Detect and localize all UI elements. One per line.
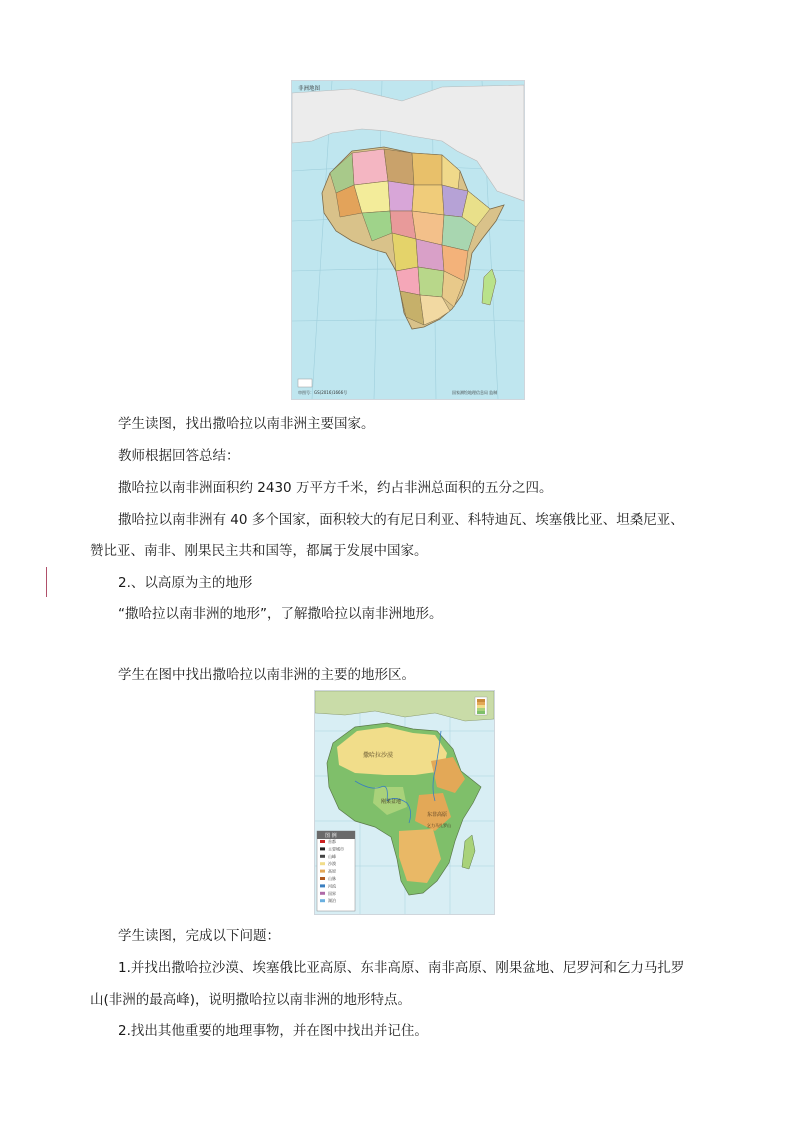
- legend-item-label: 国界: [328, 890, 336, 896]
- revision-mark: [46, 567, 47, 597]
- legend-item-label: 沙漠: [328, 861, 336, 867]
- legend-swatch: [320, 884, 325, 887]
- map1-title: 非洲地图: [298, 86, 321, 92]
- paragraph-questions-intro: 学生读图，完成以下问题：: [118, 928, 280, 944]
- legend-swatch: [320, 899, 325, 902]
- label-sahara: 撒哈拉沙漠: [363, 752, 394, 759]
- paragraph-terrain-intro: “撒哈拉以南非洲的地形”，了解撒哈拉以南非洲地形。: [118, 606, 443, 622]
- legend-item-label: 主要城市: [328, 846, 344, 852]
- elevation-scale: [475, 697, 487, 715]
- legend-swatch: [320, 862, 325, 865]
- africa-physical-map: [314, 690, 495, 915]
- legend-item-label: 河流: [328, 883, 336, 889]
- paragraph-countries-line2: 赞比亚、南非、刚果民主共和国等，都属于发展中国家。: [90, 543, 428, 559]
- legend-item-label: 高原: [328, 868, 336, 874]
- section-heading-terrain: 2.、以高原为主的地形: [118, 575, 253, 591]
- label-east-africa-plateau: 东非高原: [427, 812, 448, 818]
- paragraph-find-regions: 学生在图中找出撒哈拉以南非洲的主要的地形区。: [118, 667, 415, 683]
- africa-physical-map-graphic: [315, 691, 494, 914]
- paragraph-area: 撒哈拉以南非洲面积约 2430 万平方千米，约占非洲总面积的五分之四。: [118, 480, 553, 496]
- legend-item-label: 山脉: [328, 876, 336, 881]
- legend-swatch: [320, 870, 325, 873]
- legend-item-label: 山峰: [328, 853, 336, 859]
- map1-caption-right: 国家测绘地理信息局 监制: [452, 390, 498, 395]
- legend-swatch: [320, 877, 325, 880]
- legend-swatch: [320, 847, 325, 850]
- legend-swatch: [320, 892, 325, 895]
- legend-swatch: [320, 840, 325, 843]
- map1-caption-left: 审图号：GS(2016)1666号: [298, 390, 348, 395]
- question-2: 2.找出其他重要的地理事物，并在图中找出并记住。: [118, 1023, 428, 1039]
- legend-title: 图 例: [325, 833, 337, 839]
- africa-political-map: [291, 80, 525, 400]
- paragraph-countries-line1: 撒哈拉以南非洲有 40 多个国家，面积较大的有尼日利亚、科特迪瓦、埃塞俄比亚、坦桑尼亚、: [118, 512, 684, 528]
- paragraph-teacher-summary: 教师根据回答总结：: [118, 448, 240, 464]
- question-1-line1: 1.并找出撒哈拉沙漠、埃塞俄比亚高原、东非高原、南非高原、刚果盆地、尼罗河和乞力马扎罗: [118, 960, 685, 976]
- question-1-line2: 山(非洲的最高峰)，说明撒哈拉以南非洲的地形特点。: [90, 992, 412, 1008]
- legend-item-label: 首都: [328, 839, 336, 844]
- label-congo-basin: 刚果盆地: [381, 799, 402, 805]
- africa-political-map-graphic: [292, 81, 524, 399]
- paragraph-read-map: 学生读图，找出撒哈拉以南非洲主要国家。: [118, 416, 375, 432]
- legend-item-label: 湖泊: [328, 898, 336, 904]
- legend-swatch: [320, 855, 325, 858]
- label-kilimanjaro: 乞力马扎罗山: [427, 823, 451, 828]
